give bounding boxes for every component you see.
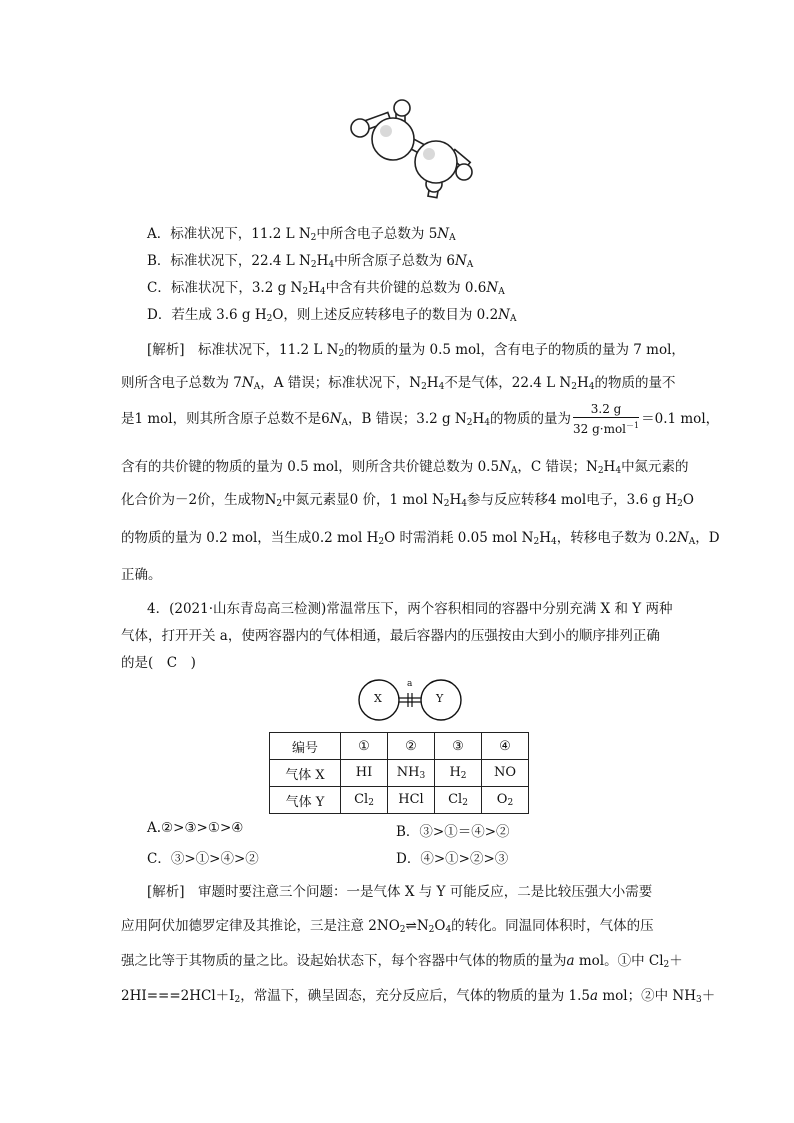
flask-x-label: X (374, 692, 382, 705)
table-cell: HI (341, 760, 388, 787)
table-cell: $NH_3$ (388, 760, 435, 787)
table-cell: NO (482, 760, 529, 787)
analysis3-line6: 的物质的量为 0.2 mol，当生成0.2 mol $H_2O$ 时需消耗 0.05 mol $N_2H_4$，转移电子数为 $0.2N_A$，D (121, 530, 720, 547)
table-cell: ② (388, 733, 435, 760)
analysis4-line1: [解析] 审题时要注意三个问题：一是气体 X 与 Y 可能反应，二是比较压强大小需要 (147, 884, 653, 900)
choice-c: C．标准状况下，3.2 g $N_2H_4$中含有共价键的总数为 $0.6N_A$ (147, 280, 505, 297)
analysis3-line1: [解析] 标准状况下，11.2 L $N_2$的物质的量为 0.5 mol，含有电子的物质的量为 7 mol， (147, 342, 685, 359)
table-row (270, 760, 529, 787)
table-row (270, 787, 529, 814)
table-cell: $Cl_2$ (341, 787, 388, 814)
option-d: D．④>①>②>③ (396, 851, 509, 867)
option-a: A.②>③>①>④ (147, 820, 244, 836)
table-cell: ④ (482, 733, 529, 760)
choice-d: D．若生成 3.6 g $H_2O$，则上述反应转移电子的数目为 $0.2N_A$ (147, 307, 517, 324)
analysis3-line7: 正确。 (121, 567, 162, 583)
table-cell: $O_2$ (482, 787, 529, 814)
valve-label: a (407, 679, 413, 689)
analysis4-line3: 强之比等于其物质的量之比。设起始状态下，每个容器中气体的物质的量为a mol。①中 $Cl_2+$ (121, 953, 683, 970)
analysis3-line3: 是1 mol，则其所含原子总数不是$6N_A$，B 错误；3.2 g $N_2H_4$的物质的量为 $\frac{3.2 g}{32 g\cdot mol^{-1}}$ ＝0.1 mol， (121, 402, 720, 436)
table-cell: HCl (388, 787, 435, 814)
fraction: $\frac{3.2 g}{32 g\cdot mol^{-1}}$ (573, 402, 640, 436)
analysis4-line2: 应用阿伏加德罗定律及其推论，三是注意 $2NO_2\rightleftharpoons N_2O_4$的转化。同温同体积时，气体的压 (121, 918, 654, 935)
choice-b: B．标准状况下，22.4 L $N_2H_4$中所含原子总数为 $6N_A$ (147, 253, 474, 270)
option-b: B．③>①＝④>② (396, 824, 510, 840)
table-cell: 编号 (270, 733, 341, 760)
table-row (270, 733, 529, 760)
table-cell: ① (341, 733, 388, 760)
analysis3-line2: 则所含电子总数为 $7N_A$，A 错误；标准状况下，$N_2H_4$不是气体，22.4 L $N_2H_4$的物质的量不 (121, 375, 676, 392)
q4-line3: 的是( C ) (121, 655, 196, 671)
analysis3-line5: 化合价为－2价，生成物$N_2$中氮元素显0 价，1 mol $N_2H_4$参与反应转移4 mol电子，3.6 g $H_2O$ (121, 492, 694, 509)
table-cell: $Cl_2$ (435, 787, 482, 814)
option-c: C．③>①>④>② (147, 851, 259, 867)
flask-y-label: Y (436, 692, 444, 705)
gas-table (269, 732, 529, 814)
table-cell: 气体 Y (270, 787, 341, 814)
choice-a: A．标准状况下，11.2 L $N_2$中所含电子总数为 $5N_A$ (147, 226, 456, 243)
analysis4-line4: $2HI===2HCl+I_2$，常温下，碘呈固态，充分反应后，气体的物质的量为 1.5a mol；②中 $NH_3+$ (121, 988, 716, 1005)
hydrazine-molecule-image (340, 95, 480, 205)
analysis3-line4: 含有的共价键的物质的量为 0.5 mol，则所含共价键总数为 $0.5N_A$，C 错误；$N_2H_4$中氮元素的 (121, 459, 689, 476)
table-cell: 气体 X (270, 760, 341, 787)
equilibrium-arrow: ⇌ (405, 918, 417, 934)
table-cell: ③ (435, 733, 482, 760)
table-cell: $H_2$ (435, 760, 482, 787)
two-flask-apparatus (355, 678, 465, 722)
q4-line1: 4．(2021·山东青岛高三检测)常温常压下，两个容积相同的容器中分别充满 X 和 Y 两种 (147, 601, 673, 617)
q4-line2: 气体，打开开关 a，使两容器内的气体相通，最后容器内的压强按由大到小的顺序排列正确 (121, 628, 660, 644)
